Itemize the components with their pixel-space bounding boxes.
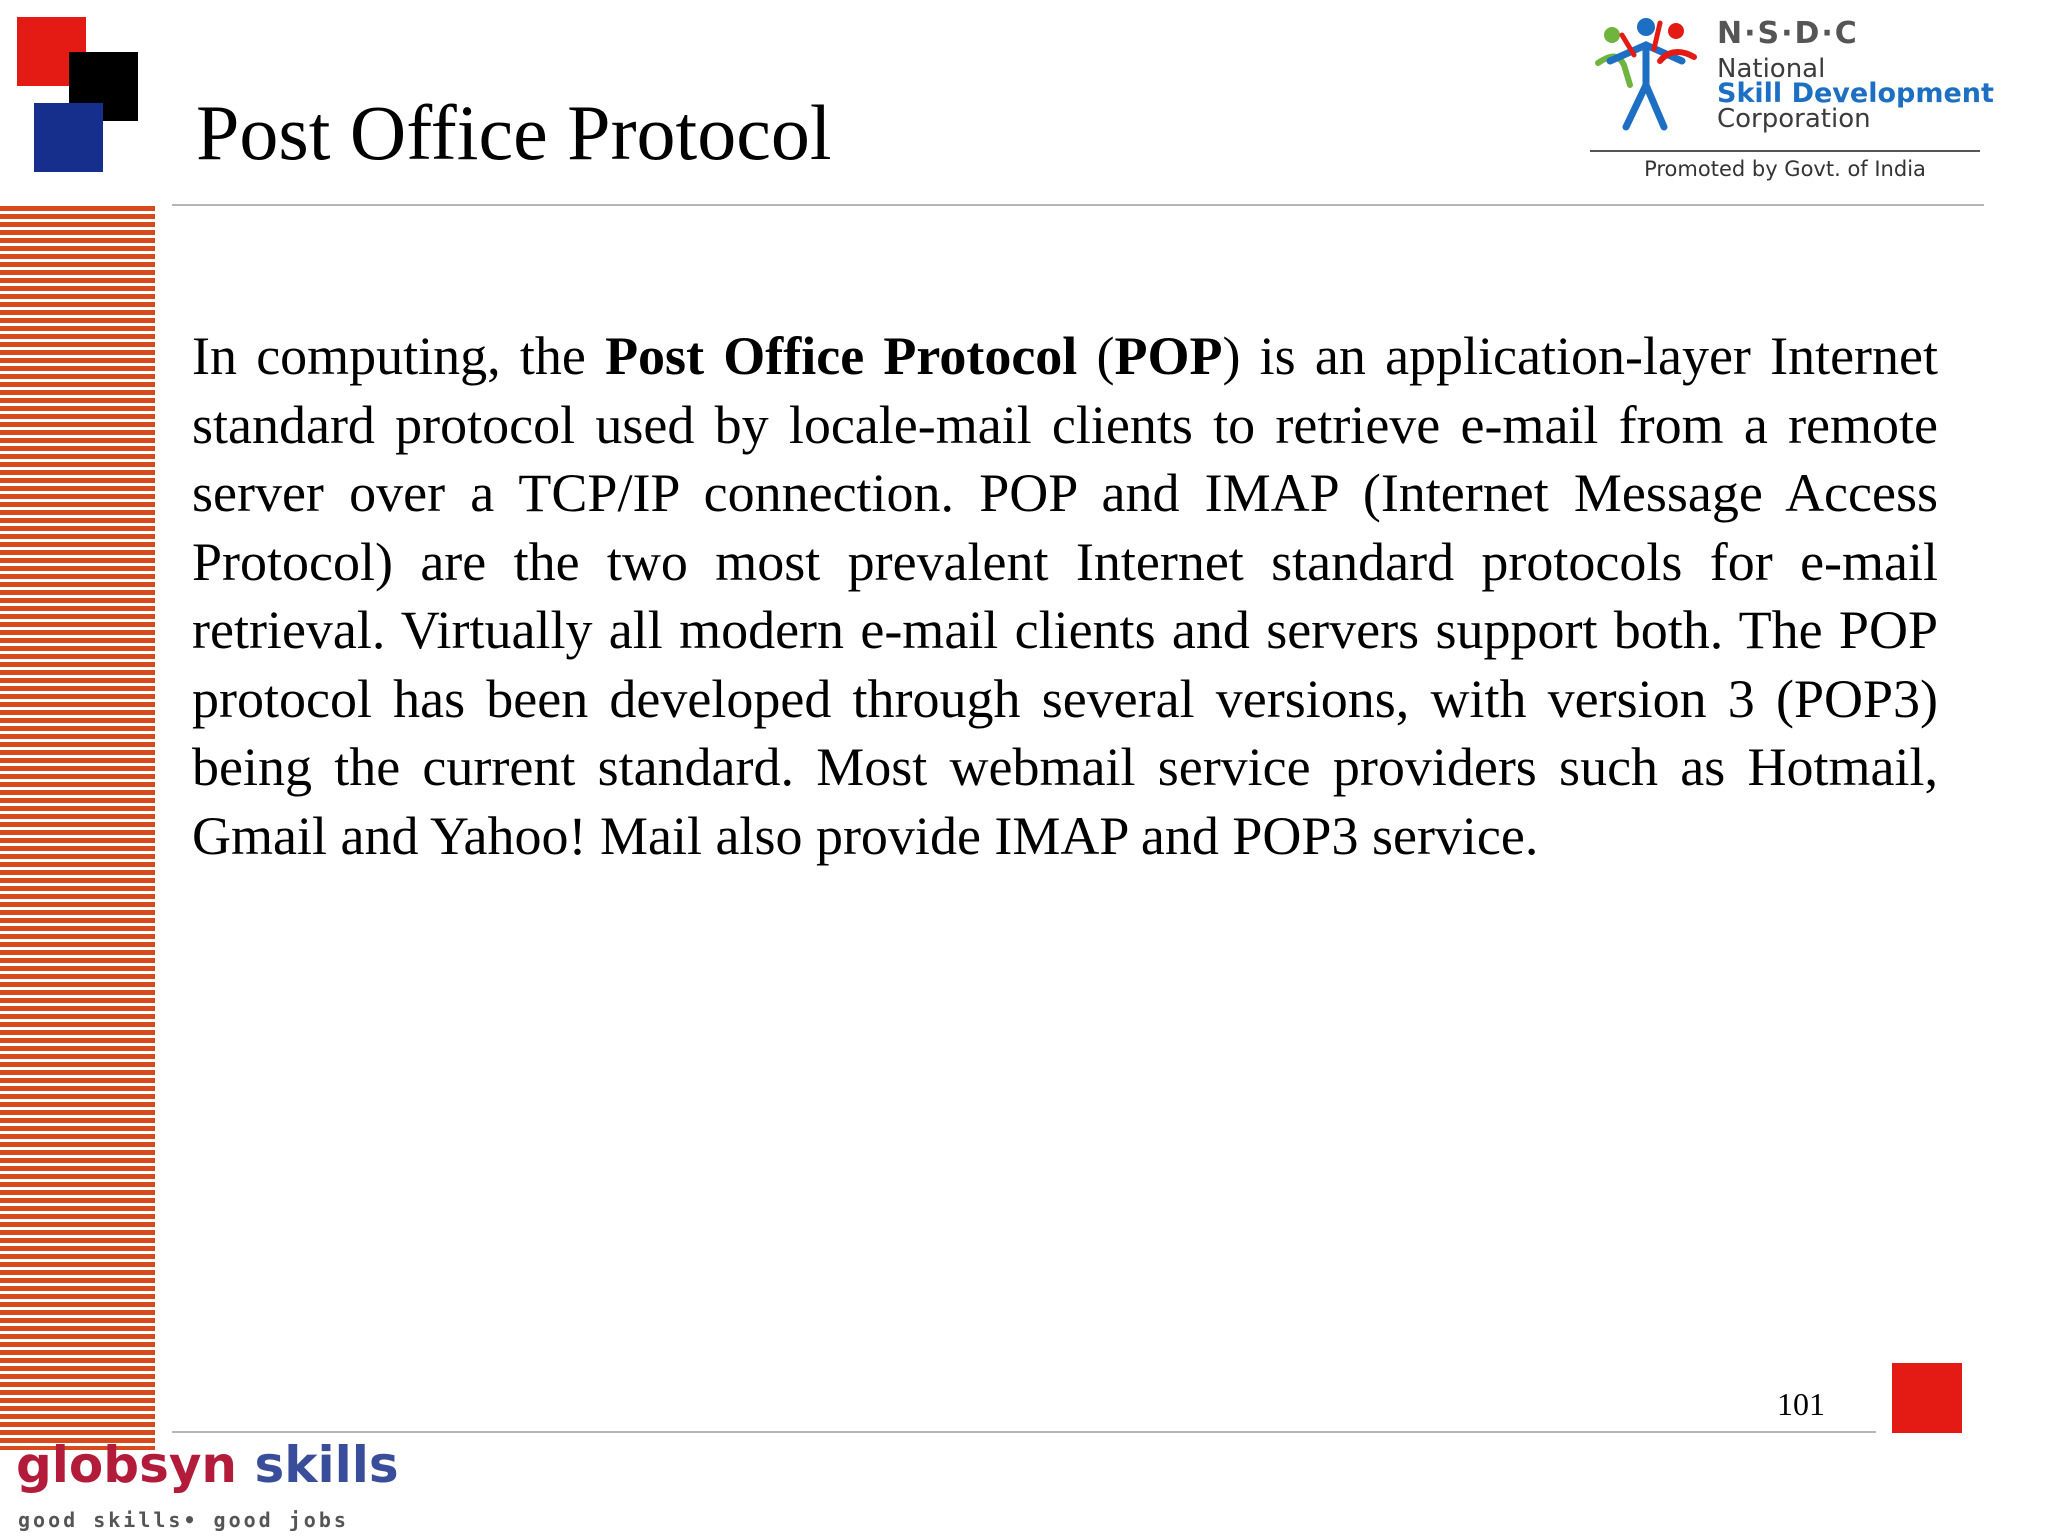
logo-divider <box>1590 150 1980 152</box>
decor-corner-square <box>1892 1363 1962 1433</box>
body-text-run: ) is an application-layer Internet standard protocol used by locale-mail clients to retrieve e-mail from a remote server over a TCP/IP connection. POP and IMAP (Internet Message Access Protocol) are the two most prevalent Internet standard protocols for e-mail retrieval. Virtually all modern e-mail clients and servers support both. The POP protocol has been developed through several versions, with version 3 (POP3) being the current standard. Most webmail service providers such as Hotmail, Gmail and Yahoo! Mail also provide IMAP and POP3 service. <box>192 326 1939 866</box>
slide-title: Post Office Protocol <box>196 89 832 176</box>
body-bold-acronym: POP <box>1114 326 1223 386</box>
footer-divider <box>172 1431 1876 1433</box>
nsdc-figures-icon <box>1590 15 1715 140</box>
title-divider <box>172 204 1984 206</box>
page-number: 101 <box>1777 1386 1825 1422</box>
logo-line-skill: Skill Development <box>1717 78 1994 109</box>
body-bold-term: Post Office Protocol <box>605 326 1078 386</box>
decor-stripe-bar <box>0 206 155 1450</box>
body-text-run: In computing, the <box>192 326 606 386</box>
logo-promoted-text: Promoted by Govt. of India <box>1644 157 1926 181</box>
body-text-run: ( <box>1077 326 1115 386</box>
nsdc-logo <box>1590 10 1994 190</box>
logo-line-corporation: Corporation <box>1717 104 1871 134</box>
brand-tagline: good skills• good jobs <box>18 1508 349 1532</box>
globsyn-logo <box>16 1436 399 1494</box>
brand-name-part2: skills <box>237 1436 399 1494</box>
brand-name-part1: globsyn <box>16 1436 238 1494</box>
decor-blue-square <box>34 103 103 172</box>
slide-body-text <box>192 322 1938 870</box>
logo-acronym: N·S·D·C <box>1717 16 1859 51</box>
logo-line-national: National <box>1717 54 1826 84</box>
